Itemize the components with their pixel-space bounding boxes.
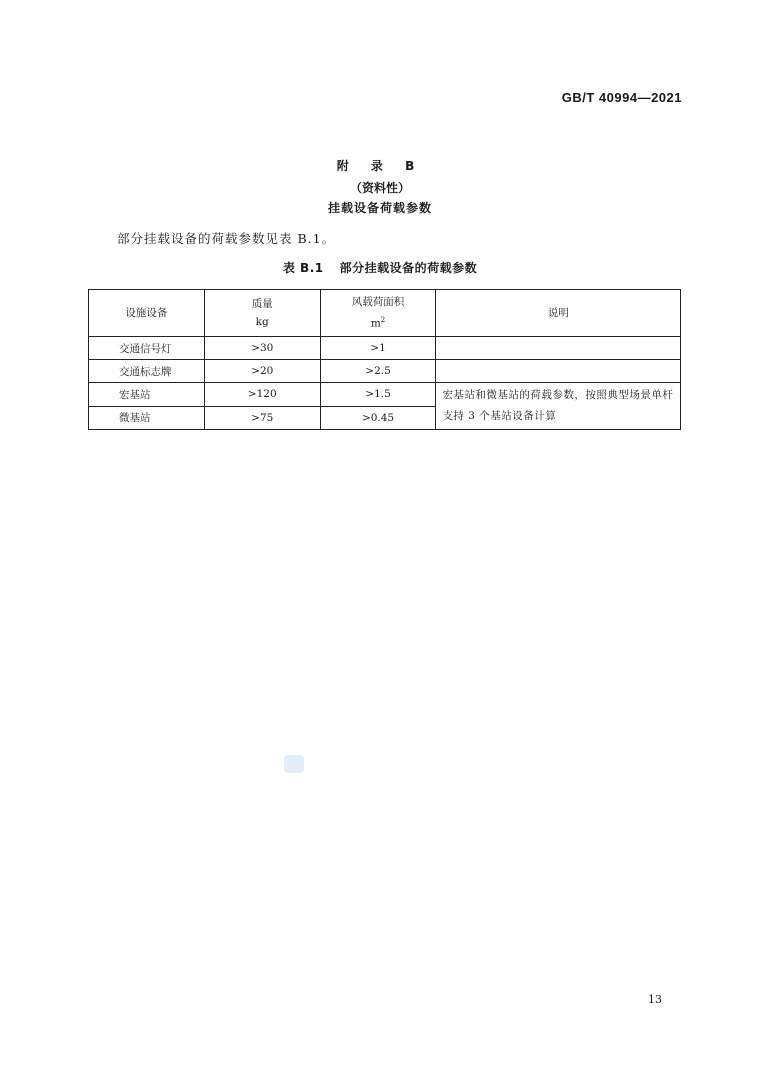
cell-facility: 交通信号灯 <box>89 337 205 360</box>
cell-mass: >75 <box>204 406 320 430</box>
header-mass-label: 质量 <box>251 298 273 310</box>
header-wind-area-label: 风载荷面积 <box>351 296 405 309</box>
cell-facility: 微基站 <box>89 406 205 430</box>
header-wind-area-unit: m <box>370 317 381 330</box>
appendix-title: 附 录 B <box>336 159 424 173</box>
header-mass <box>204 290 320 337</box>
cell-wind-area: >1.5 <box>320 383 436 407</box>
table-header-row <box>89 290 681 337</box>
header-wind-area-unit-sup: 2 <box>380 316 386 325</box>
cell-facility: 交通标志牌 <box>89 360 205 383</box>
table-row <box>89 383 681 407</box>
cell-note-empty <box>436 360 681 383</box>
table-caption-number: 表 B.1 <box>282 261 324 275</box>
cell-wind-area: >2.5 <box>320 360 436 383</box>
appendix-heading: 挂载设备荷载参数 <box>327 201 432 215</box>
watermark-logo <box>284 755 304 773</box>
cell-note-empty <box>436 337 681 360</box>
cell-wind-area: >0.45 <box>320 406 436 430</box>
intro-paragraph: 部分挂载设备的荷载参数见表 B.1。 <box>117 231 336 246</box>
table-row <box>89 337 681 360</box>
table-caption-title: 部分挂载设备的荷载参数 <box>339 261 478 275</box>
appendix-type: （资料性） <box>349 181 410 195</box>
table-row <box>89 360 681 383</box>
cell-wind-area: >1 <box>320 337 436 360</box>
table-caption <box>0 259 760 276</box>
page-number: 13 <box>648 993 662 1006</box>
cell-mass: >120 <box>204 383 320 407</box>
header-note: 说明 <box>436 290 681 337</box>
load-parameter-table <box>88 289 681 430</box>
cell-note: 宏基站和微基站的荷载参数，按照典型场景单杆支持 3 个基站设备计算 <box>436 383 681 430</box>
header-mass-unit: kg <box>255 316 269 328</box>
cell-mass: >20 <box>204 360 320 383</box>
header-facility: 设施设备 <box>89 290 205 337</box>
cell-facility: 宏基站 <box>89 383 205 407</box>
standard-code: GB/T 40994—2021 <box>561 90 682 105</box>
cell-mass: >30 <box>204 337 320 360</box>
header-wind-area <box>320 290 436 337</box>
